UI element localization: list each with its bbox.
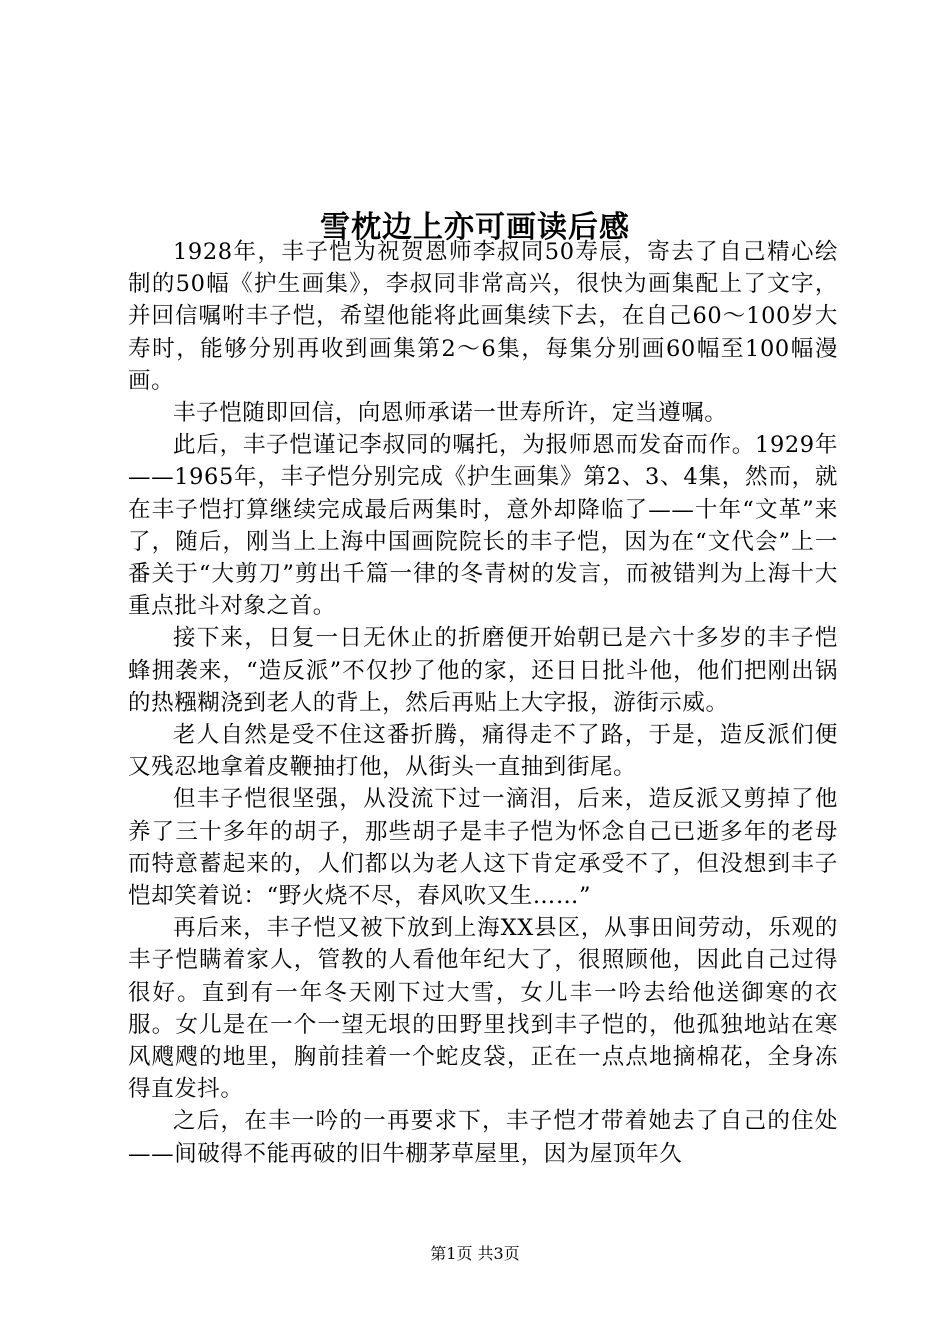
paragraph-2: 丰子恺随即回信，向恩师承诺一世寿所许，定当遵嘱。 xyxy=(173,400,728,427)
paragraph-8: 之后，在丰一吟的一再要求下，丰子恺才带着她去了自己的住处——间破得不能再破的旧牛棚茅草屋里，因为屋顶年久 xyxy=(128,1108,838,1167)
paragraph-7: 再后来，丰子恺又被下放到上海XX县区，从事田间劳动，乐观的丰子恺瞒着家人，管教的人看他年纪大了，很照顾他，因此自己过得很好。直到有一年冬天刚下过大雪，女儿丰一吟去给他送御寒的衣服。女儿是在一个一望无垠的田野里找到丰子恺的，他孤独地站在寒风飕飕的地里，胸前挂着一个蛇皮袋，正在一点点地摘棉花，全身冻得直发抖。 xyxy=(128,915,838,1103)
page-number-footer: 第1页 共3页 xyxy=(430,1244,520,1263)
paragraph-1: 1928年，丰子恺为祝贺恩师李叔同50寿辰，寄去了自己精心绘制的50幅《护生画集》，李叔同非常高兴，很快为画集配上了文字，并回信嘱咐丰子恺，希望他能将此画集续下去，在自己60～100岁大寿时，能够分别再收到画集第2～6集，每集分别画60幅至100幅漫画。 xyxy=(128,239,838,394)
paragraph-4: 接下来，日复一日无休止的折磨便开始朝已是六十多岁的丰子恺蜂拥袭来，“造反派”不仅抄了他的家，还日日批斗他，他们把刚出锅的热糨糊浇到老人的背上，然后再贴上大字报，游街示威。 xyxy=(128,625,838,716)
document-body xyxy=(128,236,838,1170)
paragraph-6: 但丰子恺很坚强，从没流下过一滴泪，后来，造反派又剪掉了他养了三十多年的胡子，那些胡子是丰子恺为怀念自己已逝多年的老母而特意蓄起来的，人们都以为老人这下肯定承受不了，但没想到丰子恺却笑着说：“野火烧不尽，春风吹又生……” xyxy=(128,786,838,910)
paragraph-3: 此后，丰子恺谨记李叔同的嘱托，为报师恩而发奋而作。1929年——1965年，丰子恺分别完成《护生画集》第2、3、4集，然而，就在丰子恺打算继续完成最后两集时，意外却降临了——十年“文革”来了，随后，刚当上上海中国画院院长的丰子恺，因为在“文代会”上一番关于“大剪刀”剪出千篇一律的冬青树的发言，而被错判为上海十大重点批斗对象之首。 xyxy=(128,432,838,620)
paragraph-5: 老人自然是受不住这番折腾，痛得走不了路，于是，造反派们便又残忍地拿着皮鞭抽打他，从街头一直抽到街尾。 xyxy=(128,722,838,781)
document-title: 雪枕边上亦可画读后感 xyxy=(320,210,630,246)
